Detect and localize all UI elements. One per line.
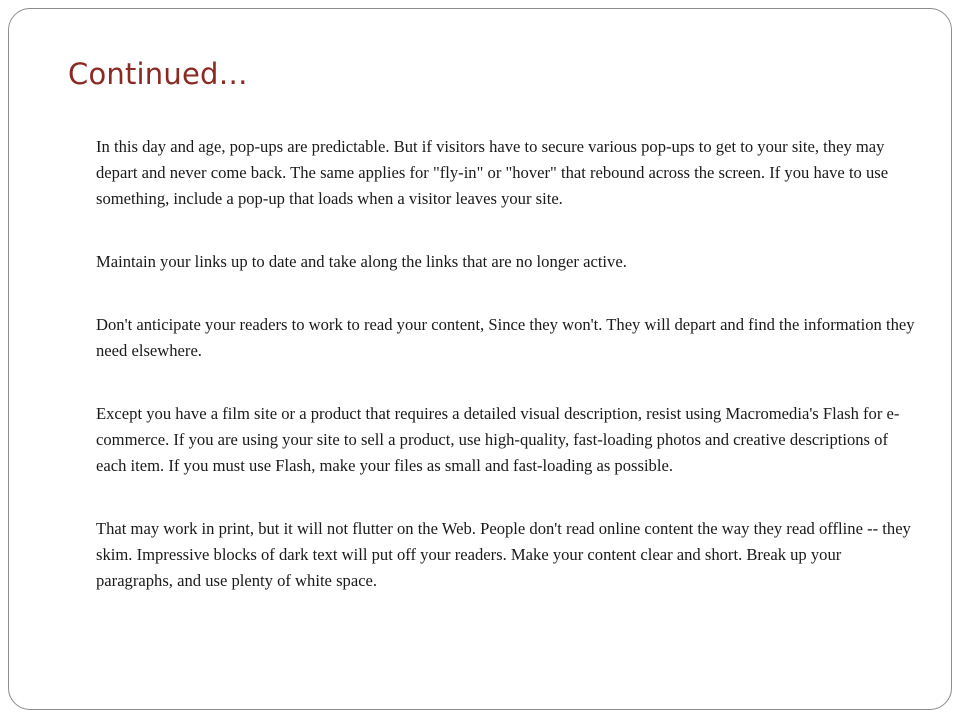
slide-body [96, 134, 916, 631]
paragraph-readers: Don't anticipate your readers to work to read your content, Since they won't. They will depart and find the information they need elsewhere. [96, 315, 915, 360]
slide-frame [8, 8, 952, 710]
paragraph-flash: Except you have a film site or a product that requires a detailed visual description, resist using Macromedia's Flash for e-commerce. If you are using your site to sell a product, use high-quality, fast-loading photos and creative descriptions of each item. If you must use Flash, make your files as small and fast-loading as possible. [96, 404, 900, 475]
slide-title: Continued… [68, 57, 248, 91]
paragraph-popups: In this day and age, pop-ups are predictable. But if visitors have to secure various pop-ups to get to your site, they may depart and never come back. The same applies for "fly-in" or "hover" that rebound across the screen. If you have to use something, include a pop-up that loads when a visitor leaves your site. [96, 137, 889, 208]
paragraph-web-content: That may work in print, but it will not flutter on the Web. People don't read online content the way they read offline -- they skim. Impressive blocks of dark text will put off your readers. Make your content clear and short. Break up your paragraphs, and use plenty of white space. [96, 519, 911, 590]
paragraph-links: Maintain your links up to date and take along the links that are no longer active. [96, 252, 627, 271]
